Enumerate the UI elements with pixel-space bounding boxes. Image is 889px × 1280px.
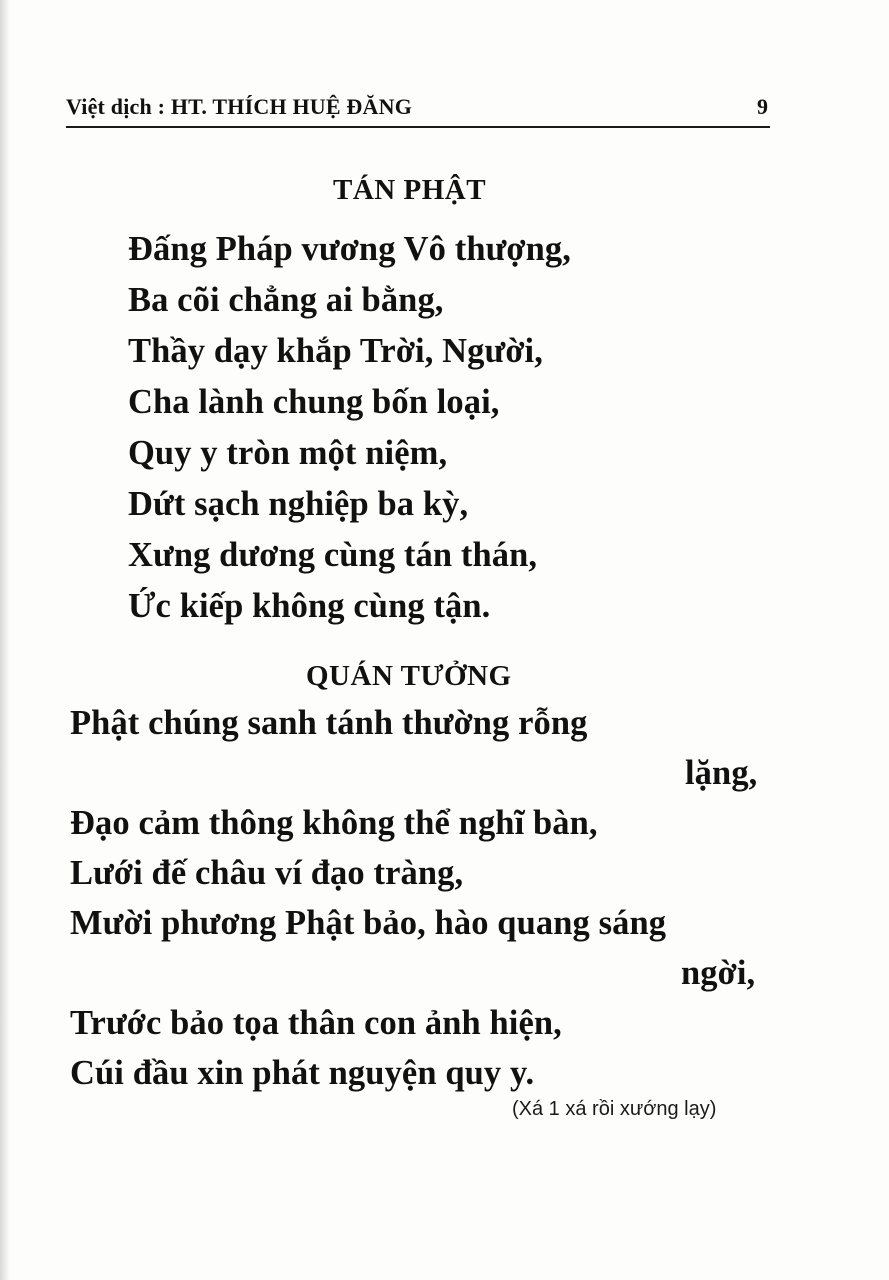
verse-line: Trước bảo tọa thân con ảnh hiện,: [70, 1004, 562, 1042]
verse-line: Đấng Pháp vương Vô thượng,: [128, 230, 571, 268]
instruction-note: (Xá 1 xá rồi xướng lạy): [512, 1098, 717, 1120]
verse-line: Đạo cảm thông không thể nghĩ bàn,: [70, 804, 598, 842]
verse-line: Mười phương Phật bảo, hào quang sáng: [70, 904, 667, 942]
translator-credit: Việt dịch : HT. THÍCH HUỆ ĐĂNG: [66, 94, 413, 119]
verse-line: Phật chúng sanh tánh thường rỗng: [70, 704, 588, 742]
page-number: 9: [757, 94, 768, 119]
verse-line: Xưng dương cùng tán thán,: [128, 536, 538, 574]
verse-line-continuation: lặng,: [685, 754, 758, 792]
verse-line: Quy y tròn một niệm,: [128, 434, 448, 472]
verse-line: Cúi đầu xin phát nguyện quy y.: [70, 1054, 535, 1092]
verse-line: Cha lành chung bốn loại,: [128, 383, 500, 421]
verse-line: Dứt sạch nghiệp ba kỳ,: [128, 485, 469, 523]
page-edge-shadow: [0, 0, 10, 1280]
section-title-tan-phat: TÁN PHẬT: [333, 174, 487, 206]
verse-line-continuation: ngời,: [681, 954, 756, 992]
verse-line: Lưới đế châu ví đạo tràng,: [70, 854, 464, 892]
running-header: [66, 92, 770, 128]
section-title-quan-tuong: QUÁN TƯỞNG: [306, 660, 512, 692]
verse-line: Ba cõi chẳng ai bằng,: [128, 281, 444, 319]
verse-line: Thầy dạy khắp Trời, Người,: [128, 332, 543, 370]
verse-line: Ức kiếp không cùng tận.: [128, 587, 491, 625]
